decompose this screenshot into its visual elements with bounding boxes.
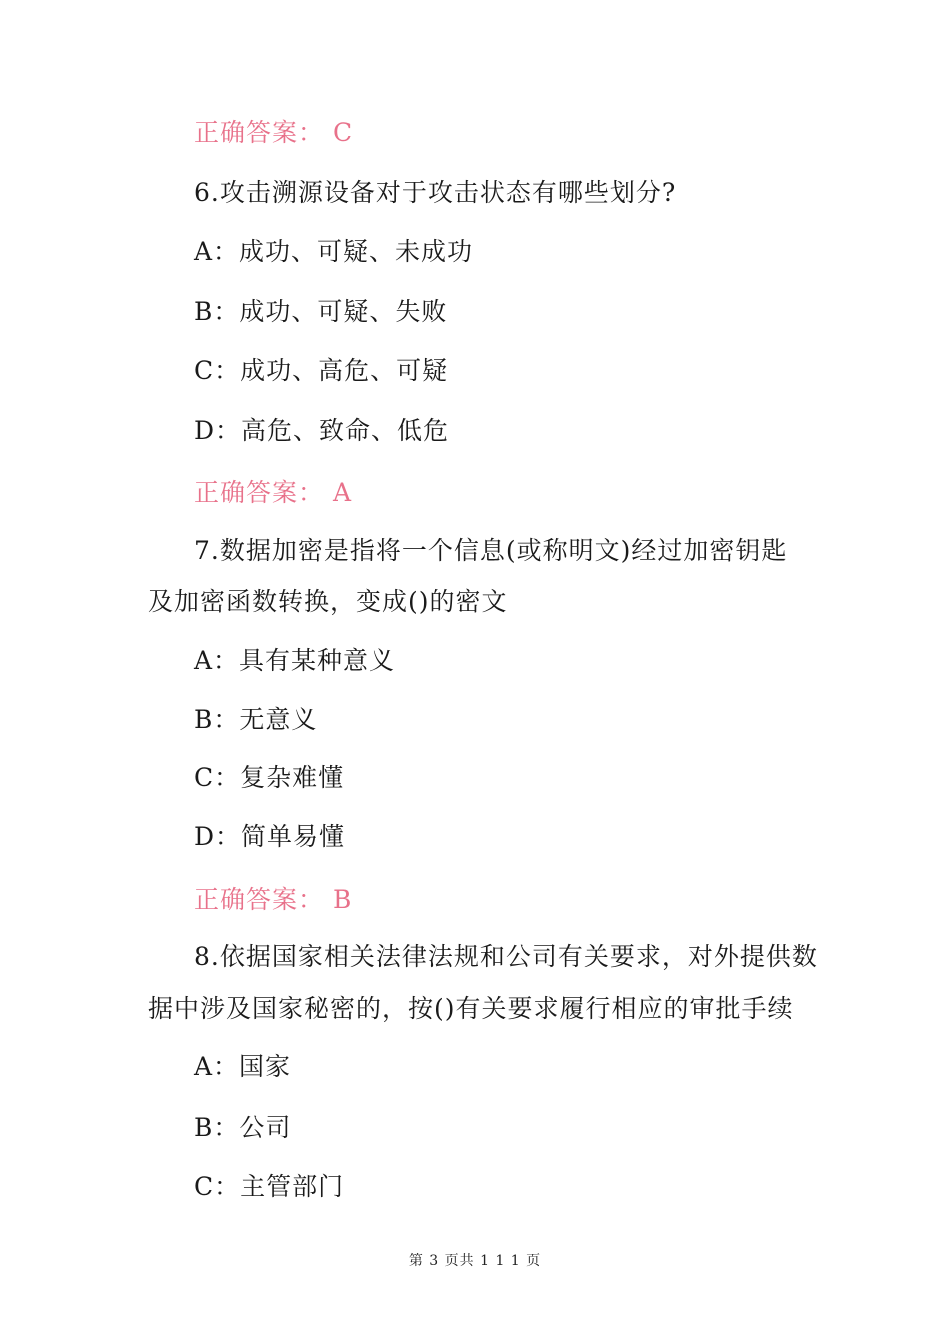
question-7-line1: 7.数据加密是指将一个信息(或称明文)经过加密钥匙 [194, 536, 788, 565]
option-q7-b: B：无意义 [194, 705, 318, 734]
option-q6-a: A：成功、可疑、未成功 [194, 237, 474, 266]
question-6: 6.攻击溯源设备对于攻击状态有哪些划分? [194, 178, 677, 207]
answer-q6: 正确答案： A [194, 478, 353, 507]
option-q8-b: B：公司 [194, 1113, 292, 1142]
option-q6-d: D：高危、致命、低危 [194, 416, 450, 445]
option-q8-a: A：国家 [194, 1052, 292, 1081]
option-q6-c: C：成功、高危、可疑 [194, 356, 449, 385]
question-8-line1: 8.依据国家相关法律法规和公司有关要求，对外提供数 [194, 942, 818, 971]
option-q8-c: C：主管部门 [194, 1172, 345, 1201]
answer-q5: 正确答案： C [194, 118, 354, 147]
question-7-line2: 及加密函数转换，变成()的密文 [148, 587, 508, 616]
page-number-footer: 第 3 页共 1 1 1 页 [408, 1253, 542, 1269]
answer-q7: 正确答案： B [194, 885, 353, 914]
option-q7-d: D：简单易懂 [194, 822, 346, 851]
option-q7-a: A：具有某种意义 [194, 646, 396, 675]
option-q7-c: C：复杂难懂 [194, 763, 345, 792]
option-q6-b: B：成功、可疑、失败 [194, 297, 448, 326]
question-8-line2: 据中涉及国家秘密的，按()有关要求履行相应的审批手续 [148, 994, 794, 1023]
